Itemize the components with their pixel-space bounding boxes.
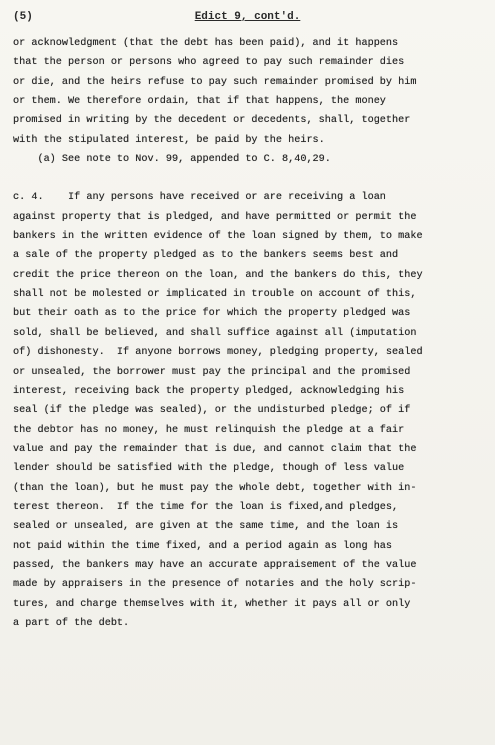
paragraph-1 <box>13 37 483 153</box>
text-line: bankers in the written evidence of the loan signed by them, to make <box>13 231 423 243</box>
text-line: (than the loan), but he must pay the whole debt, together with in- <box>13 482 417 494</box>
text-line: promised in writing by the decedent or decedents, shall, together <box>13 115 411 127</box>
text-line: terest thereon. If the time for the loan is fixed,and pledges, <box>13 501 399 513</box>
text-line: but their oath as to the price for which the property pledged was <box>13 308 411 320</box>
text-line: of) dishonesty. If anyone borrows money, pledging property, sealed <box>13 347 423 359</box>
paragraph-2 <box>13 191 483 636</box>
text-line: c. 4. If any persons have received or are receiving a loan <box>13 192 386 204</box>
text-line: a sale of the property pledged as to the bankers seems best and <box>13 250 399 262</box>
text-line: against property that is pledged, and have permitted or permit the <box>13 211 417 223</box>
text-line: or them. We therefore ordain, that if that happens, the money <box>13 96 386 108</box>
text-line: or die, and the heirs refuse to pay such remainder promised by him <box>13 76 417 88</box>
text-line: seal (if the pledge was sealed), or the undisturbed pledge; of if <box>13 405 411 417</box>
page-header <box>13 11 482 27</box>
text-line: shall not be molested or implicated in trouble on account of this, <box>13 289 417 301</box>
text-line: or acknowledgment (that the debt has been paid), and it happens <box>13 38 399 49</box>
text-line: tures, and charge themselves with it, whether it pays all or only <box>13 598 411 610</box>
text-line: or unsealed, the borrower must pay the principal and the promised <box>13 366 411 378</box>
text-line: passed, the bankers may have an accurate appraisement of the value <box>13 559 417 571</box>
document-body <box>13 37 483 636</box>
page-number: (5) <box>13 11 33 23</box>
text-line: sold, shall be believed, and shall suffice against all (imputation <box>13 327 417 339</box>
text-line: interest, receiving back the property pledged, acknowledging his <box>13 385 405 397</box>
footnote: (a) See note to Nov. 99, appended to C. 8,40,29. <box>13 154 331 166</box>
text-line: a part of the debt. <box>13 617 130 629</box>
text-line: the debtor has no money, he must relinquish the pledge at a fair <box>13 424 405 436</box>
paragraph-gap <box>13 172 483 191</box>
text-line: lender should be satisfied with the pledge, though of less value <box>13 463 405 475</box>
text-line: credit the price thereon on the loan, and the bankers do this, they <box>13 269 423 281</box>
text-line: made by appraisers in the presence of notaries and the holy scrip- <box>13 579 417 591</box>
running-title: Edict 9, cont'd. <box>194 11 301 23</box>
text-line: not paid within the time fixed, and a period again as long has <box>13 540 393 552</box>
text-line: that the person or persons who agreed to pay such remainder dies <box>13 57 405 69</box>
text-line: value and pay the remainder that is due, and cannot claim that the <box>13 443 417 455</box>
text-line: with the stipulated interest, be paid by the heirs. <box>13 134 325 146</box>
text-line: sealed or unsealed, are given at the same time, and the loan is <box>13 521 399 533</box>
